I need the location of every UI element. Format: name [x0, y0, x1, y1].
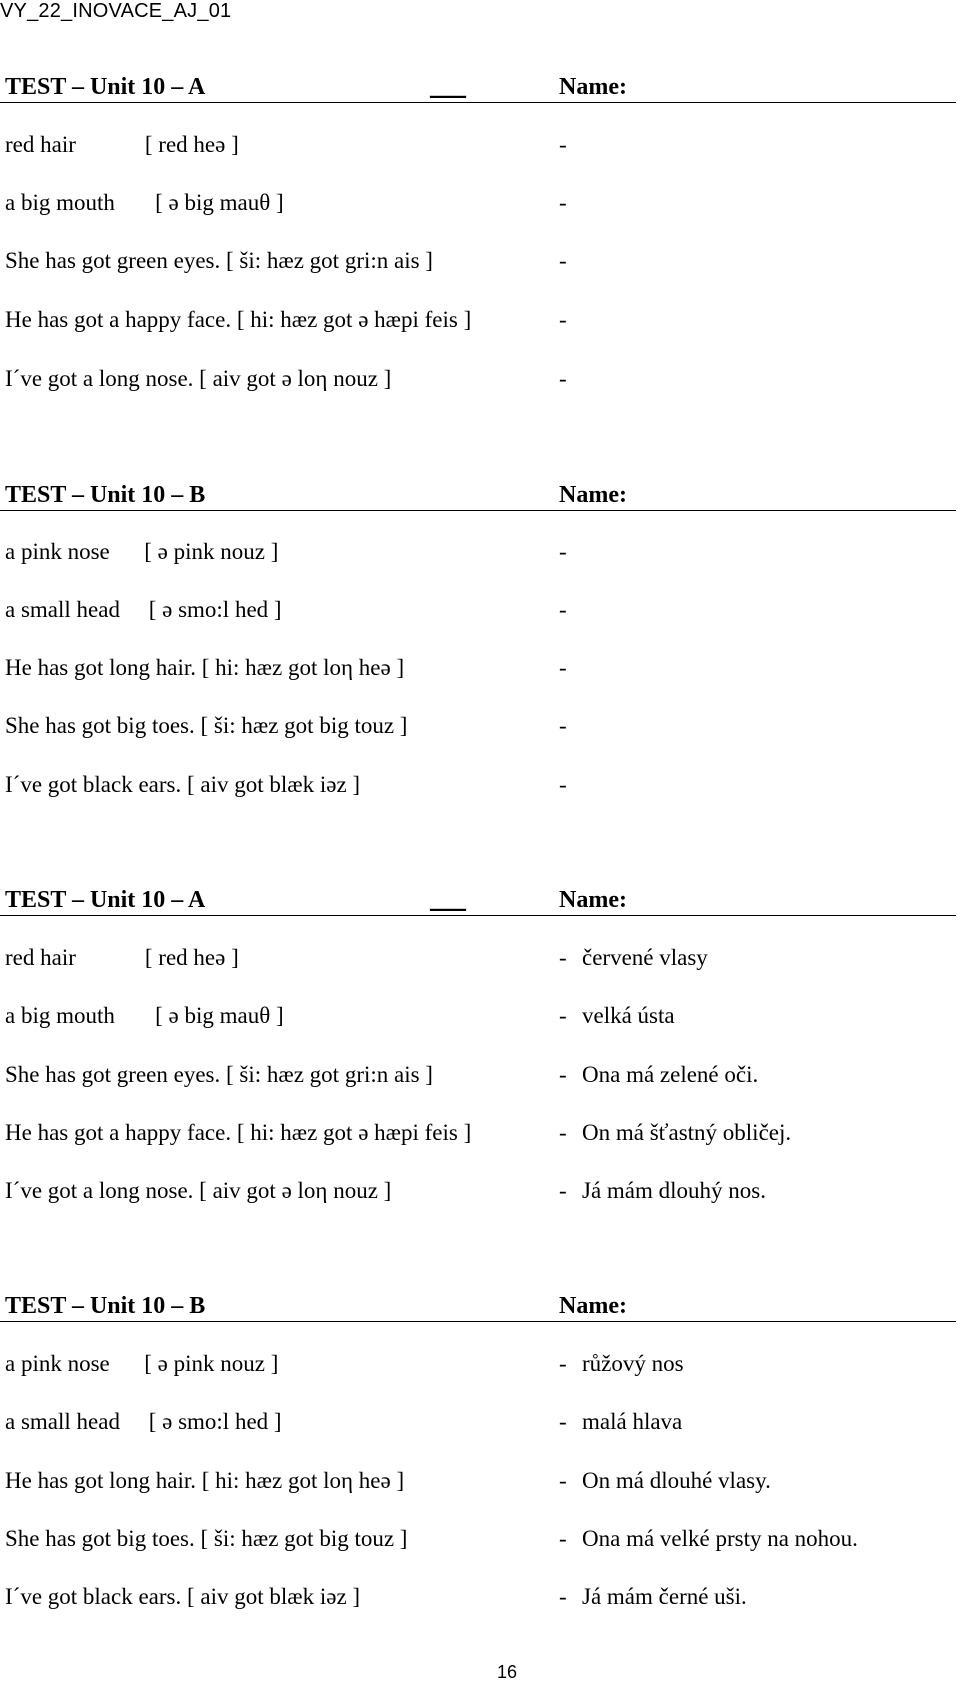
vocab-text: She has got big toes. [ ši: hæz got big touz ] [5, 1526, 408, 1551]
answer-dash: - [559, 1178, 567, 1203]
test-header [0, 72, 956, 103]
answer-dash: - [559, 1526, 567, 1551]
answer-dash: - [559, 1003, 567, 1028]
answer-dash: - [559, 1351, 567, 1376]
vocab-text: He has got long hair. [ hi: hæz got loη heə ] [5, 655, 405, 680]
answer-dash: - [559, 1409, 567, 1434]
vocab-row [5, 1582, 360, 1612]
vocab-text: red hair [ red heə ] [5, 132, 239, 157]
vocab-text: I´ve got a long nose. [ aiv got ə loη nouz ] [5, 1178, 392, 1203]
vocab-text: She has got green eyes. [ ši: hæz got gri:n ais ] [5, 1062, 433, 1087]
vocab-row [5, 595, 282, 625]
test-header [0, 1291, 956, 1322]
vocab-row [5, 130, 239, 160]
document-code: VY_22_INOVACE_AJ_01 [0, 0, 232, 22]
czech-translation: malá hlava [582, 1409, 683, 1434]
name-blank: ___ [430, 887, 466, 913]
answer-dash: - [559, 1062, 567, 1087]
vocab-row [5, 943, 239, 973]
vocab-text: I´ve got a long nose. [ aiv got ə loη nouz ] [5, 366, 392, 391]
test-title: TEST – Unit 10 – A [5, 887, 206, 913]
vocab-text: red hair [ red heə ] [5, 945, 239, 970]
test-title: TEST – Unit 10 – B [5, 1293, 206, 1319]
name-label: Name: [559, 74, 627, 100]
vocab-row [5, 1001, 284, 1031]
vocab-text: a big mouth [ ə big mauθ ] [5, 1003, 284, 1028]
answer-dash: - [559, 713, 567, 738]
czech-translation: On má dlouhé vlasy. [582, 1468, 771, 1493]
vocab-text: I´ve got black ears. [ aiv got blæk iəz ] [5, 772, 361, 797]
vocab-text: a small head [ ə smo:l hed ] [5, 597, 282, 622]
vocab-row [5, 1524, 407, 1554]
czech-translation: Ona má velké prsty na nohou. [582, 1526, 858, 1551]
vocab-text: She has got green eyes. [ ši: hæz got gri:n ais ] [5, 248, 433, 273]
czech-translation: On má šťastný obličej. [582, 1120, 792, 1145]
answer-dash: - [559, 772, 567, 797]
vocab-row [5, 711, 407, 741]
answer-dash: - [559, 248, 567, 273]
vocab-row [5, 537, 278, 567]
vocab-text: I´ve got black ears. [ aiv got blæk iəz ] [5, 1584, 361, 1609]
vocab-row [5, 1060, 433, 1090]
test-title: TEST – Unit 10 – A [5, 74, 206, 100]
answer-dash: - [559, 945, 567, 970]
vocab-row [5, 246, 433, 276]
answer-dash: - [559, 655, 567, 680]
vocab-text: She has got big toes. [ ši: hæz got big touz ] [5, 713, 408, 738]
answer-dash: - [559, 539, 567, 564]
vocab-row [5, 653, 404, 683]
czech-translation: Já mám černé uši. [582, 1584, 747, 1609]
answer-dash: - [559, 132, 567, 157]
vocab-row [5, 188, 284, 218]
test-header [0, 885, 956, 916]
vocab-text: He has got a happy face. [ hi: hæz got ə hæpi feis ] [5, 1120, 472, 1145]
answer-dash: - [559, 1468, 567, 1493]
vocab-row [5, 1176, 391, 1206]
vocab-row [5, 305, 471, 335]
czech-translation: červené vlasy [582, 945, 708, 970]
answer-dash: - [559, 190, 567, 215]
czech-translation: růžový nos [582, 1351, 684, 1376]
vocab-row [5, 1407, 282, 1437]
vocab-row [5, 1466, 404, 1496]
name-blank: ___ [430, 74, 466, 100]
vocab-text: a small head [ ə smo:l hed ] [5, 1409, 282, 1434]
page-number: 16 [497, 1662, 518, 1682]
vocab-text: He has got a happy face. [ hi: hæz got ə hæpi feis ] [5, 307, 472, 332]
vocab-row [5, 1118, 471, 1148]
czech-translation: Ona má zelené oči. [582, 1062, 759, 1087]
name-label: Name: [559, 482, 627, 508]
vocab-text: He has got long hair. [ hi: hæz got loη heə ] [5, 1468, 405, 1493]
vocab-row [5, 770, 360, 800]
vocab-text: a big mouth [ ə big mauθ ] [5, 190, 284, 215]
answer-dash: - [559, 1120, 567, 1145]
answer-dash: - [559, 366, 567, 391]
answer-dash: - [559, 1584, 567, 1609]
czech-translation: Já mám dlouhý nos. [582, 1178, 766, 1203]
vocab-row [5, 1349, 278, 1379]
vocab-text: a pink nose [ ə pink nouz ] [5, 1351, 279, 1376]
vocab-text: a pink nose [ ə pink nouz ] [5, 539, 279, 564]
czech-translation: velká ústa [582, 1003, 675, 1028]
vocab-row [5, 364, 391, 394]
test-title: TEST – Unit 10 – B [5, 482, 206, 508]
test-header [0, 480, 956, 511]
answer-dash: - [559, 597, 567, 622]
name-label: Name: [559, 1293, 627, 1319]
name-label: Name: [559, 887, 627, 913]
answer-dash: - [559, 307, 567, 332]
